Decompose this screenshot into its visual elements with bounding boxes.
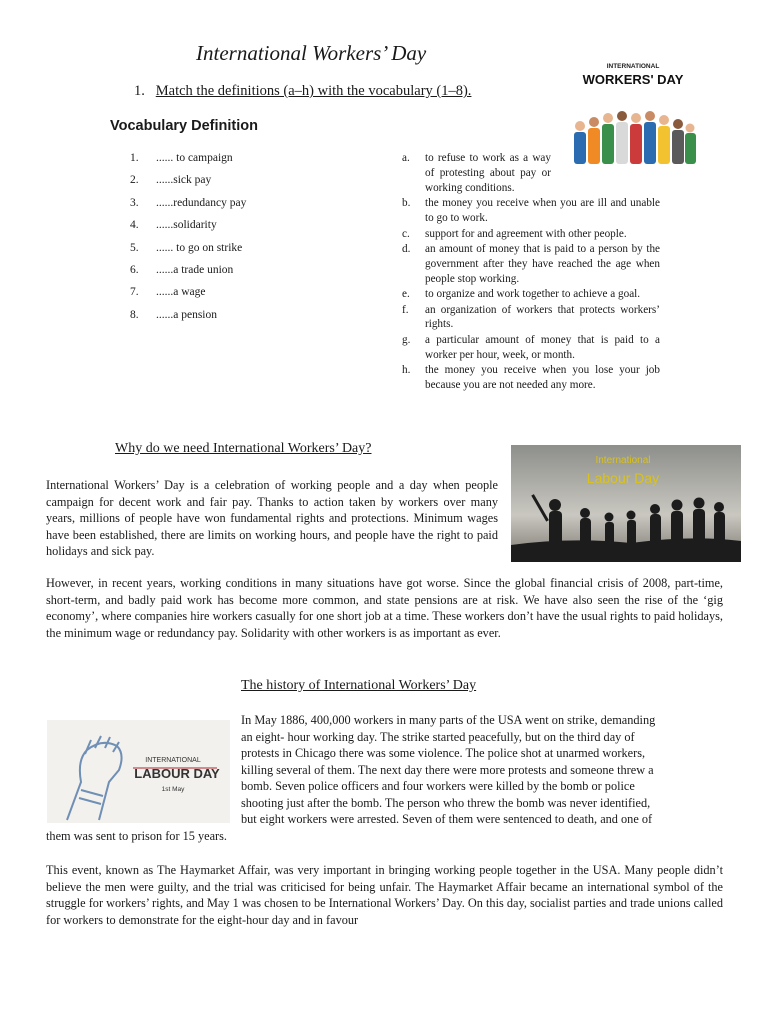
list-item	[402, 333, 660, 363]
page-title: International Workers’ Day	[196, 41, 427, 65]
section-heading-history: The history of International Workers’ Day	[241, 678, 477, 693]
list-item	[402, 303, 660, 333]
list-item	[402, 196, 660, 226]
vocab-header: Vocabulary Definition	[110, 118, 258, 134]
item-letter: e.	[402, 288, 410, 301]
item-number: 5.	[130, 241, 139, 254]
paragraph-history-tail: them was sent to prison for 15 years.	[46, 829, 228, 843]
list-item	[402, 242, 660, 287]
exercise-instruction	[134, 83, 471, 100]
definition-text: an organization of workers that protects workers’ rights.	[425, 303, 660, 331]
definition-text: to organize and work together to achieve a goal.	[425, 288, 641, 301]
list-item	[130, 242, 246, 264]
vocab-term: ......redundancy pay	[156, 196, 247, 209]
vocab-term: ......sick pay	[156, 174, 212, 187]
workers-day-illustration	[566, 46, 700, 174]
list-item	[402, 363, 660, 393]
item-number: 7.	[130, 286, 139, 299]
fist-line2: LABOUR DAY	[134, 766, 220, 781]
vocab-term: ......a wage	[156, 286, 206, 299]
vocab-term: ......a pension	[156, 308, 218, 321]
item-number: 6.	[130, 263, 139, 276]
item-number: 3.	[130, 196, 139, 209]
list-item	[130, 174, 246, 196]
vocabulary-list	[130, 152, 246, 331]
item-number: 2.	[130, 174, 139, 187]
paragraph-why-2: However, in recent years, working conditions in many situations have got worse. Since the global financial crisis of 2008, part-time, short-term, and badly paid work has become more common, and state pensions are at risk. We have also seen the rise of the ‘gig economy’, where companies hire workers casually for one short job at a time. These workers don’t have the usual rights to paid holidays, the minimum wage or redundancy pay. Solidarity with other workers is as important as ever.	[46, 576, 723, 640]
text-line: protests in Chicago there was some violence. The police shot at unarmed workers,	[241, 746, 646, 760]
workers-group-icon	[574, 111, 696, 164]
list-item	[402, 227, 660, 242]
definition-text: to refuse to work as a way of protesting about pay or working conditions.	[425, 152, 551, 194]
text-line: bomb. Seven police officers and four workers were killed by the bomb or police	[241, 779, 635, 793]
text-line: an eight- hour working day. The strike started peacefully, but on the third day of	[241, 729, 635, 744]
text-line: but eight workers were arrested. Seven of them were sentenced to death, and one of	[241, 812, 653, 826]
list-item	[130, 264, 246, 286]
badge-line2: WORKERS' DAY	[582, 72, 684, 87]
paragraph-history-1	[241, 712, 655, 828]
definition-text: the money you receive when you lose your job because you are not needed any more.	[425, 364, 660, 392]
definition-text: support for and agreement with other people.	[425, 227, 627, 240]
text-line: In May 1886, 400,000 workers in many parts of the USA went on strike, demanding	[241, 713, 656, 727]
exercise-text: Match the definitions (a–h) with the vocabulary (1–8).	[155, 83, 472, 99]
definitions-list	[402, 151, 660, 394]
paragraph-why-1: International Workers’ Day is a celebration of working people and a day when people campaign for decent work and fair pay. Thanks to action taken by workers over many years, millions of people have won fundamental rights and protections. Minimum wages have been established, there are limits on working hours, and people have the right to paid holidays and sick pay.	[46, 478, 498, 558]
item-number: 1.	[130, 152, 139, 164]
photo-line1: International	[595, 455, 651, 466]
list-item	[130, 286, 246, 308]
item-letter: g.	[402, 333, 411, 346]
list-item	[130, 309, 246, 331]
badge-line1: INTERNATIONAL	[606, 63, 660, 70]
item-letter: b.	[402, 197, 411, 210]
definition-text: an amount of money that is paid to a person by the government after they have reached the age when people stop working.	[425, 242, 660, 285]
text-line: shooting just after the bomb. The person who threw the bomb was never identified,	[241, 795, 651, 810]
list-item	[130, 219, 246, 241]
labour-day-fist-image	[47, 720, 230, 823]
text-line: killing several of them. The next day there were more protests and someone threw a	[241, 762, 654, 777]
paragraph-history-2: This event, known as The Haymarket Affair, was very important in bringing working people together in the USA. Many people didn’t believe the men were guilty, and the trial was criticised for being unfair. The Haymarket Affair became an international symbol of the struggle for workers’ rights, and May 1 was chosen to be International Workers’ Day. On this day, socialist parties and trade unions called for workers to demonstrate for the eight-hour day and in favour	[46, 863, 723, 927]
item-letter: d.	[402, 242, 411, 255]
section-heading-why: Why do we need International Workers’ Day?	[115, 441, 372, 456]
vocab-term: ......solidarity	[156, 219, 217, 232]
item-letter: f.	[402, 303, 409, 316]
list-item	[130, 197, 246, 219]
item-letter: c.	[402, 227, 410, 240]
item-number: 8.	[130, 308, 139, 321]
item-letter: h.	[402, 364, 411, 377]
list-item	[402, 287, 660, 302]
labour-day-photo	[511, 445, 741, 562]
exercise-number: 1.	[134, 83, 145, 99]
item-letter: a.	[402, 152, 410, 164]
vocab-term: ......a trade union	[156, 263, 234, 276]
item-number: 4.	[130, 219, 139, 232]
list-item	[130, 152, 246, 174]
definition-text: a particular amount of money that is paid to a worker per hour, week, or month.	[425, 333, 660, 361]
fist-line3: 1st May	[161, 786, 185, 793]
vocab-term: ...... to go on strike	[156, 241, 243, 254]
vocab-term: ...... to campaign	[156, 152, 233, 164]
definition-text: the money you receive when you are ill and unable to go to work.	[425, 197, 660, 225]
photo-line2: Labour Day	[586, 470, 660, 486]
fist-line1: INTERNATIONAL	[145, 757, 201, 764]
